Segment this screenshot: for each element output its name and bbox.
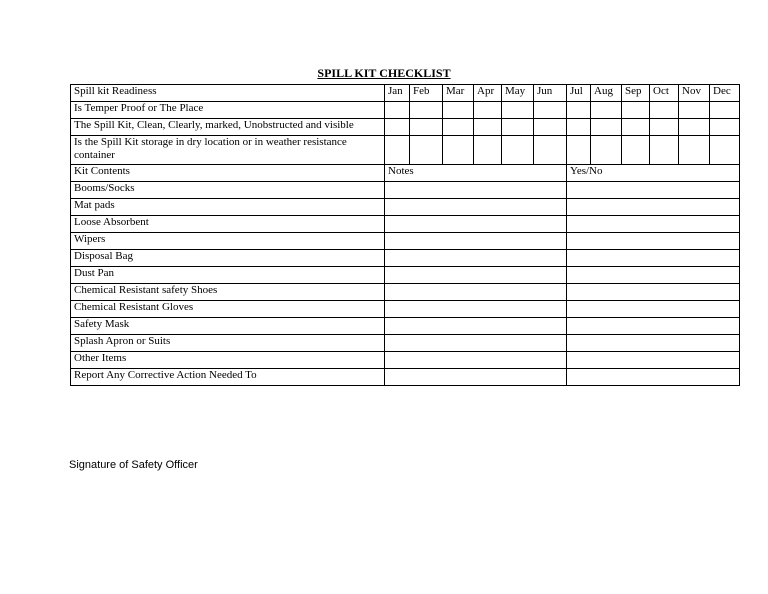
- contents-item-label: Report Any Corrective Action Needed To: [71, 369, 385, 386]
- contents-item-label: Chemical Resistant Gloves: [71, 301, 385, 318]
- month-cell[interactable]: [474, 102, 502, 119]
- month-cell[interactable]: [710, 136, 740, 165]
- yesno-cell[interactable]: [567, 182, 740, 199]
- yesno-cell[interactable]: [567, 335, 740, 352]
- readiness-row-label: Is the Spill Kit storage in dry location or in weather resistance container: [71, 136, 385, 165]
- month-cell[interactable]: [474, 136, 502, 165]
- month-header-feb: Feb: [410, 85, 443, 102]
- notes-cell[interactable]: [385, 216, 567, 233]
- contents-item-label: Booms/Socks: [71, 182, 385, 199]
- yesno-cell[interactable]: [567, 318, 740, 335]
- month-cell[interactable]: [622, 136, 650, 165]
- month-cell[interactable]: [385, 136, 410, 165]
- contents-row: [71, 369, 740, 386]
- month-cell[interactable]: [474, 119, 502, 136]
- month-cell[interactable]: [710, 119, 740, 136]
- month-cell[interactable]: [650, 136, 679, 165]
- month-header-may: May: [502, 85, 534, 102]
- contents-item-label: Splash Apron or Suits: [71, 335, 385, 352]
- readiness-row: [71, 102, 740, 119]
- contents-item-label: Chemical Resistant safety Shoes: [71, 284, 385, 301]
- contents-row: [71, 233, 740, 250]
- contents-item-label: Loose Absorbent: [71, 216, 385, 233]
- month-cell[interactable]: [567, 119, 591, 136]
- month-cell[interactable]: [622, 102, 650, 119]
- month-header-apr: Apr: [474, 85, 502, 102]
- month-cell[interactable]: [591, 119, 622, 136]
- yesno-cell[interactable]: [567, 199, 740, 216]
- contents-row: [71, 216, 740, 233]
- readiness-row-label: Is Temper Proof or The Place: [71, 102, 385, 119]
- contents-item-label: Safety Mask: [71, 318, 385, 335]
- month-cell[interactable]: [534, 102, 567, 119]
- notes-cell[interactable]: [385, 318, 567, 335]
- month-cell[interactable]: [591, 102, 622, 119]
- month-cell[interactable]: [410, 119, 443, 136]
- yesno-cell[interactable]: [567, 216, 740, 233]
- notes-cell[interactable]: [385, 199, 567, 216]
- yesno-cell[interactable]: [567, 352, 740, 369]
- month-cell[interactable]: [534, 119, 567, 136]
- contents-item-label: Mat pads: [71, 199, 385, 216]
- notes-cell[interactable]: [385, 335, 567, 352]
- contents-header-row: [71, 165, 740, 182]
- month-cell[interactable]: [650, 102, 679, 119]
- month-cell[interactable]: [679, 102, 710, 119]
- readiness-header-row: [71, 85, 740, 102]
- month-cell[interactable]: [502, 102, 534, 119]
- month-cell[interactable]: [567, 136, 591, 165]
- readiness-row-label: The Spill Kit, Clean, Clearly, marked, Unobstructed and visible: [71, 119, 385, 136]
- yesno-cell[interactable]: [567, 284, 740, 301]
- month-cell[interactable]: [534, 136, 567, 165]
- page-title: SPILL KIT CHECKLIST: [317, 66, 451, 80]
- notes-cell[interactable]: [385, 182, 567, 199]
- month-cell[interactable]: [443, 119, 474, 136]
- contents-row: [71, 199, 740, 216]
- contents-row: [71, 318, 740, 335]
- yesno-cell[interactable]: [567, 250, 740, 267]
- contents-item-label: Dust Pan: [71, 267, 385, 284]
- notes-header-cell: Notes: [385, 165, 567, 182]
- month-header-aug: Aug: [591, 85, 622, 102]
- month-header-mar: Mar: [443, 85, 474, 102]
- contents-row: [71, 352, 740, 369]
- month-cell[interactable]: [679, 136, 710, 165]
- signature-label: Signature of Safety Officer: [69, 459, 198, 471]
- contents-item-label: Wipers: [71, 233, 385, 250]
- yesno-cell[interactable]: [567, 369, 740, 386]
- contents-row: [71, 267, 740, 284]
- month-header-sep: Sep: [622, 85, 650, 102]
- month-cell[interactable]: [567, 102, 591, 119]
- contents-row: [71, 182, 740, 199]
- notes-cell[interactable]: [385, 267, 567, 284]
- month-cell[interactable]: [710, 102, 740, 119]
- month-header-jul: Jul: [567, 85, 591, 102]
- month-cell[interactable]: [502, 119, 534, 136]
- contents-row: [71, 284, 740, 301]
- yesno-header-cell: Yes/No: [567, 165, 740, 182]
- month-header-jan: Jan: [385, 85, 410, 102]
- notes-cell[interactable]: [385, 369, 567, 386]
- yesno-cell[interactable]: [567, 267, 740, 284]
- month-cell[interactable]: [385, 102, 410, 119]
- spill-kit-checklist-table: [70, 84, 740, 386]
- contents-header-cell: Kit Contents: [71, 165, 385, 182]
- contents-item-label: Disposal Bag: [71, 250, 385, 267]
- month-header-nov: Nov: [679, 85, 710, 102]
- month-cell[interactable]: [443, 102, 474, 119]
- yesno-cell[interactable]: [567, 301, 740, 318]
- month-cell[interactable]: [410, 102, 443, 119]
- month-cell[interactable]: [410, 136, 443, 165]
- readiness-row: [71, 119, 740, 136]
- month-cell[interactable]: [650, 119, 679, 136]
- contents-row: [71, 335, 740, 352]
- notes-cell[interactable]: [385, 233, 567, 250]
- month-header-dec: Dec: [710, 85, 740, 102]
- yesno-cell[interactable]: [567, 233, 740, 250]
- month-cell[interactable]: [385, 119, 410, 136]
- readiness-row: [71, 136, 740, 165]
- notes-cell[interactable]: [385, 250, 567, 267]
- notes-cell[interactable]: [385, 284, 567, 301]
- month-cell[interactable]: [679, 119, 710, 136]
- month-header-oct: Oct: [650, 85, 679, 102]
- month-cell[interactable]: [502, 136, 534, 165]
- notes-cell[interactable]: [385, 301, 567, 318]
- month-cell[interactable]: [591, 136, 622, 165]
- contents-row: [71, 250, 740, 267]
- contents-row: [71, 301, 740, 318]
- readiness-header-cell: Spill kit Readiness: [71, 85, 385, 102]
- month-cell[interactable]: [622, 119, 650, 136]
- month-cell[interactable]: [443, 136, 474, 165]
- notes-cell[interactable]: [385, 352, 567, 369]
- month-header-jun: Jun: [534, 85, 567, 102]
- contents-item-label: Other Items: [71, 352, 385, 369]
